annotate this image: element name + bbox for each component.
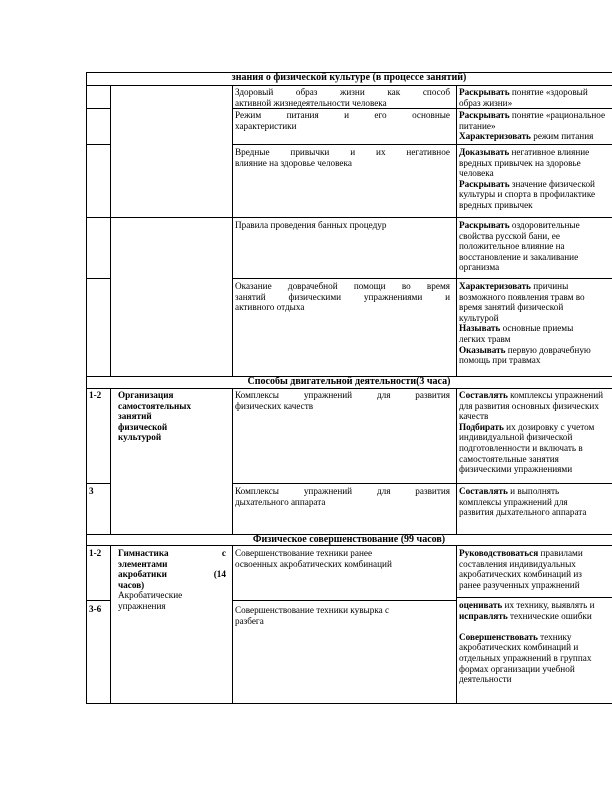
text-line xyxy=(459,548,612,559)
keyword: Оказывать xyxy=(459,344,506,355)
col-rule xyxy=(456,388,457,534)
col-rule xyxy=(456,85,457,376)
line-text: индивидуальной физической xyxy=(459,432,573,443)
keyword: Раскрывать xyxy=(459,110,510,120)
lesson-number: 1-2 xyxy=(89,390,102,400)
col-rule xyxy=(456,545,457,703)
text-line xyxy=(459,323,612,334)
text-line: разбега xyxy=(235,615,264,626)
line-text: правилами xyxy=(538,548,583,558)
text-line xyxy=(459,390,612,401)
keyword: Составлять xyxy=(459,486,508,496)
text-line xyxy=(459,200,612,211)
col-rule xyxy=(232,388,233,534)
text-line xyxy=(459,87,612,98)
line-text: деятельности xyxy=(459,674,512,685)
line-text: легких травм xyxy=(459,334,511,344)
row-rule xyxy=(86,144,110,145)
text-line: физической xyxy=(118,421,168,432)
text-line xyxy=(459,653,612,664)
row-rule xyxy=(86,600,110,601)
line-text: и выполнять xyxy=(507,486,560,496)
topic-underline xyxy=(192,388,232,389)
text-line xyxy=(459,241,612,252)
text-line: самостоятельных xyxy=(118,400,192,411)
text-line: Здоровый образ жизни как способ xyxy=(235,87,450,97)
line-text: оздоровительные xyxy=(509,220,580,230)
text-line xyxy=(459,464,612,475)
keyword: Характеризовать xyxy=(459,281,531,291)
text-line xyxy=(459,313,612,324)
text-line xyxy=(459,559,612,570)
keyword: Характеризовать xyxy=(459,131,531,142)
text-line xyxy=(459,600,612,611)
line-text: ранее разученных упражнений xyxy=(459,579,580,590)
line-text: значение физической xyxy=(509,178,595,189)
text-line xyxy=(459,220,612,231)
line-text: физическими упражнениями xyxy=(459,464,573,475)
line-text: отдельных упражнений в группах xyxy=(459,653,592,663)
text-line: Вредные привычки и их негативное xyxy=(235,147,450,157)
text-line xyxy=(459,158,612,169)
row-rule xyxy=(456,597,612,598)
section1-title: знания о физической культуре (в процессе занятий) xyxy=(231,73,467,83)
table-bottom-border xyxy=(86,703,612,704)
text-line xyxy=(459,507,612,518)
line-text: развития дыхательного аппарата xyxy=(459,507,587,518)
row-rule xyxy=(232,600,456,601)
line-text: образ жизни» xyxy=(459,97,513,108)
line-text: самостоятельные занятия xyxy=(459,453,559,464)
text-line xyxy=(459,632,612,643)
line-text: качеств xyxy=(459,411,489,422)
line-text: формах организации учебной xyxy=(459,663,575,674)
lesson-number: 3-6 xyxy=(89,604,102,614)
text-line xyxy=(459,664,612,675)
text-line: физических качеств xyxy=(235,400,314,411)
text-line: Совершенствование техники кувырка с xyxy=(235,605,390,615)
section3-title: Физическое совершенствование (99 часов) xyxy=(252,535,446,545)
line-text: первую доврачебную xyxy=(505,344,591,355)
keyword: Доказывать xyxy=(459,147,510,157)
col-rule xyxy=(110,388,111,534)
line-text: основные приемы xyxy=(500,323,574,334)
line-text: свойства русской бани, ее xyxy=(459,230,560,241)
line-text: акробатических комбинаций из xyxy=(459,569,582,580)
text-line xyxy=(459,642,612,653)
line-text: время занятий физической xyxy=(459,302,564,313)
line-text: возможного появления травм во xyxy=(459,291,585,302)
row-rule xyxy=(232,144,612,145)
text-line: элементами xyxy=(118,558,168,569)
row-rule xyxy=(232,483,612,484)
text-line xyxy=(459,454,612,465)
text-line xyxy=(459,401,612,412)
lesson-number: 1-2 xyxy=(89,548,102,558)
keyword: Составлять xyxy=(459,390,508,400)
text-line xyxy=(459,262,612,273)
text-line: активной жизнедеятельности человека xyxy=(235,97,387,108)
line-text: комплексы упражнений xyxy=(507,390,604,400)
section2-title-rule xyxy=(86,388,612,389)
line-text: культуры и спорта в профилактике xyxy=(459,189,596,200)
row-rule xyxy=(86,483,110,484)
text-line xyxy=(459,422,612,433)
text-line xyxy=(459,292,612,303)
text-line: занятий xyxy=(118,411,152,422)
text-line: Режим питания и его основные xyxy=(235,110,450,120)
keyword: исправлять xyxy=(459,610,508,621)
row-rule xyxy=(86,278,110,279)
text-line: Оказание доврачебной помощи во время xyxy=(235,281,450,291)
text-line xyxy=(459,432,612,443)
line-text: причины xyxy=(530,281,569,291)
row-rule xyxy=(86,108,110,109)
text-line xyxy=(459,443,612,454)
text-line: культурой xyxy=(118,432,162,443)
text-line xyxy=(459,121,612,132)
text-line xyxy=(459,355,612,366)
text-line: упражнения xyxy=(118,600,166,611)
text-line xyxy=(459,345,612,356)
keyword: Раскрывать xyxy=(459,178,510,189)
line-text: помощь при травмах xyxy=(459,355,541,366)
text-line xyxy=(459,580,612,591)
line-text: составления индивидуальных xyxy=(459,558,576,569)
keyword: Раскрывать xyxy=(459,220,510,230)
text-line xyxy=(459,110,612,121)
line-text: акробатических комбинаций и xyxy=(459,642,579,653)
text-line xyxy=(459,168,612,179)
line-text: культурой xyxy=(459,312,499,323)
section1-title-rule xyxy=(86,85,612,86)
line-text: их дозировку с учетом xyxy=(503,421,595,432)
text-line: акробатики (14 xyxy=(118,569,226,580)
text-line xyxy=(459,231,612,242)
text-line xyxy=(459,569,612,580)
text-line xyxy=(459,411,612,422)
text-line xyxy=(459,674,612,685)
keyword: Раскрывать xyxy=(459,87,510,97)
line-text: положительное влияние на xyxy=(459,241,565,252)
text-line xyxy=(459,98,612,109)
text-line xyxy=(459,281,612,292)
col-rule xyxy=(232,545,233,703)
col-rule xyxy=(110,85,111,376)
line-text: человека xyxy=(459,168,494,179)
text-line xyxy=(459,189,612,200)
text-line: Правила проведения банных процедур xyxy=(235,220,387,230)
keyword: оценивать xyxy=(459,600,503,610)
line-text: негативное влияние xyxy=(509,147,590,157)
text-line xyxy=(459,334,612,345)
text-line: Организация xyxy=(118,390,174,400)
text-line: Комплексы упражнений для развития xyxy=(235,486,450,496)
text-line xyxy=(459,611,612,622)
line-text: вредных привычек на здоровье xyxy=(459,157,581,168)
text-line xyxy=(459,497,612,508)
text-line xyxy=(459,486,612,497)
lesson-number: 3 xyxy=(89,486,94,496)
text-line: дыхательного аппарата xyxy=(235,496,326,507)
text-line: влияние на здоровье человека xyxy=(235,157,352,168)
text-line xyxy=(459,179,612,190)
line-text: вредных привычек xyxy=(459,200,533,210)
text-line: характеристики xyxy=(235,120,297,131)
text-line: часов) xyxy=(118,579,145,590)
text-line xyxy=(459,252,612,263)
col-rule xyxy=(110,545,111,703)
row-rule xyxy=(86,217,612,218)
text-line xyxy=(459,131,612,142)
line-text: для развития основных физических xyxy=(459,400,599,411)
text-line: активного отдыха xyxy=(235,302,305,313)
line-text: понятие «здоровый xyxy=(509,87,588,97)
text-line xyxy=(459,147,612,158)
keyword: Совершенствовать xyxy=(459,631,538,642)
text-line: занятий физическими упражнениями и xyxy=(235,291,450,302)
keyword: Подбирать xyxy=(459,421,504,432)
col-rule xyxy=(232,85,233,376)
line-text: режим питания xyxy=(530,131,594,142)
line-text: их технику, выявлять и xyxy=(502,600,595,610)
line-text: технику xyxy=(537,631,572,642)
line-text: технические ошибки xyxy=(507,610,592,621)
text-line: Совершенствование техники ранее xyxy=(235,548,373,558)
text-line: Акробатические xyxy=(118,590,183,600)
text-line: Гимнастика с xyxy=(118,548,226,558)
text-line xyxy=(459,302,612,313)
keyword: Называть xyxy=(459,323,501,334)
line-text: восстановление и закаливание xyxy=(459,251,579,262)
section2-title: Способы двигательной деятельности(3 часа) xyxy=(247,377,451,387)
line-text: питание» xyxy=(459,120,496,131)
line-text: подготовленности и включать в xyxy=(459,443,583,453)
row-rule xyxy=(232,278,612,279)
line-text: комплексы упражнений для xyxy=(459,496,568,507)
line-text: понятие «рациональное xyxy=(509,110,606,120)
keyword: Руководствоваться xyxy=(459,548,539,558)
text-line: освоенных акробатических комбинаций xyxy=(235,558,392,569)
text-line: Комплексы упражнений для развития xyxy=(235,390,450,400)
line-text: организма xyxy=(459,262,500,273)
